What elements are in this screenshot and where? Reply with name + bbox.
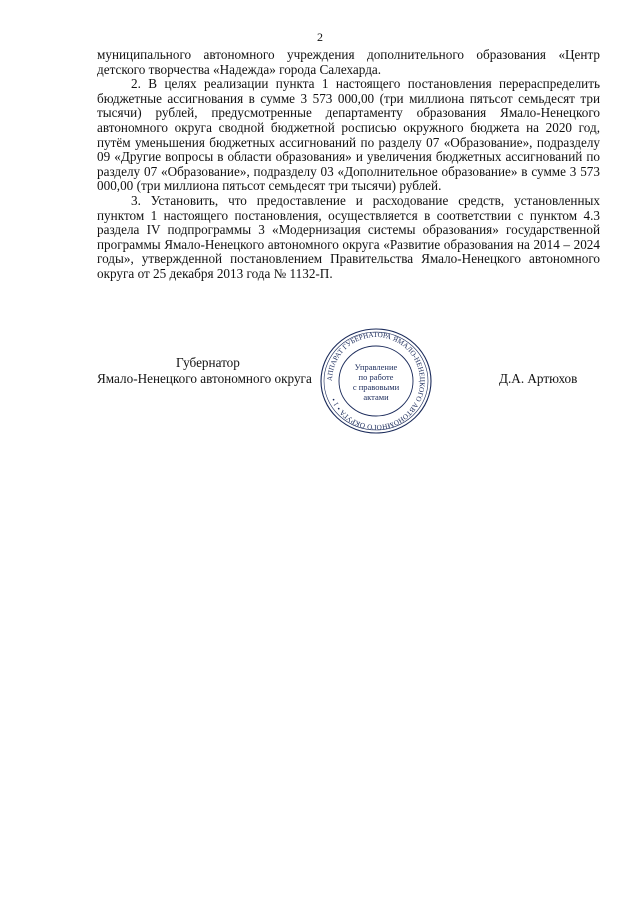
paragraph-continuation: муниципального автономного учреждения дополнительного образования «Центр детского творчества «Надежда» города Салехарда. [97,47,600,77]
signatory-name: Д.А. Артюхов [499,371,578,386]
stamp-center-line-3: с правовыми [352,382,400,392]
signatory-organization: Ямало-Ненецкого автономного округа [97,371,312,386]
signatory-title: Губернатор [176,355,240,370]
page-number: 2 [317,30,323,44]
stamp-center-line-4: актами [363,392,389,402]
paragraph-item-2: 2. В целях реализации пункта 1 настоящего постановления перераспределить бюджетные ассигнования в сумме 3 573 000,00 (три миллиона пятьсот семьдесят три тысячи) рублей, предусмотренные департаменту образования Ямало-Ненецкого автономного округа сводной бюджетной росписью окружного бюджета на 2020 год, путём уменьшения бюджетных ассигнований по разделу 07 «Образование», подразделу 09 «Другие вопросы в области образования» и увеличения бюджетных ассигнований по разделу 07 «Образование», подразделу 03 «Дополнительное образование» в сумме 3 573 000,00 (три миллиона пятьсот семьдесят три тысячи) рублей. [97,76,600,194]
stamp-ring-text: АППАРАТ ГУБЕРНАТОРА ЯМАЛО-НЕНЕЦКОГО АВТОНОМНОГО ОКРУГА • 1 • [325,330,427,432]
paragraph-item-3: 3. Установить, что предоставление и расходование средств, установленных пунктом 1 настоящего постановления, осуществляется в соответствии с пунктом 4.3 раздела IV подпрограммы 3 «Модернизация системы образования» государственной программы Ямало-Ненецкого автономного округа «Развитие образования на 2014 – 2024 годы», утвержденной постановлением Правительства Ямало-Ненецкого автономного округа от 25 декабря 2013 года № 1132-П. [97,192,600,281]
stamp-center-line-2: по работе [358,372,394,382]
official-stamp [312,325,440,437]
stamp-center-line-1: Управление [354,362,398,372]
